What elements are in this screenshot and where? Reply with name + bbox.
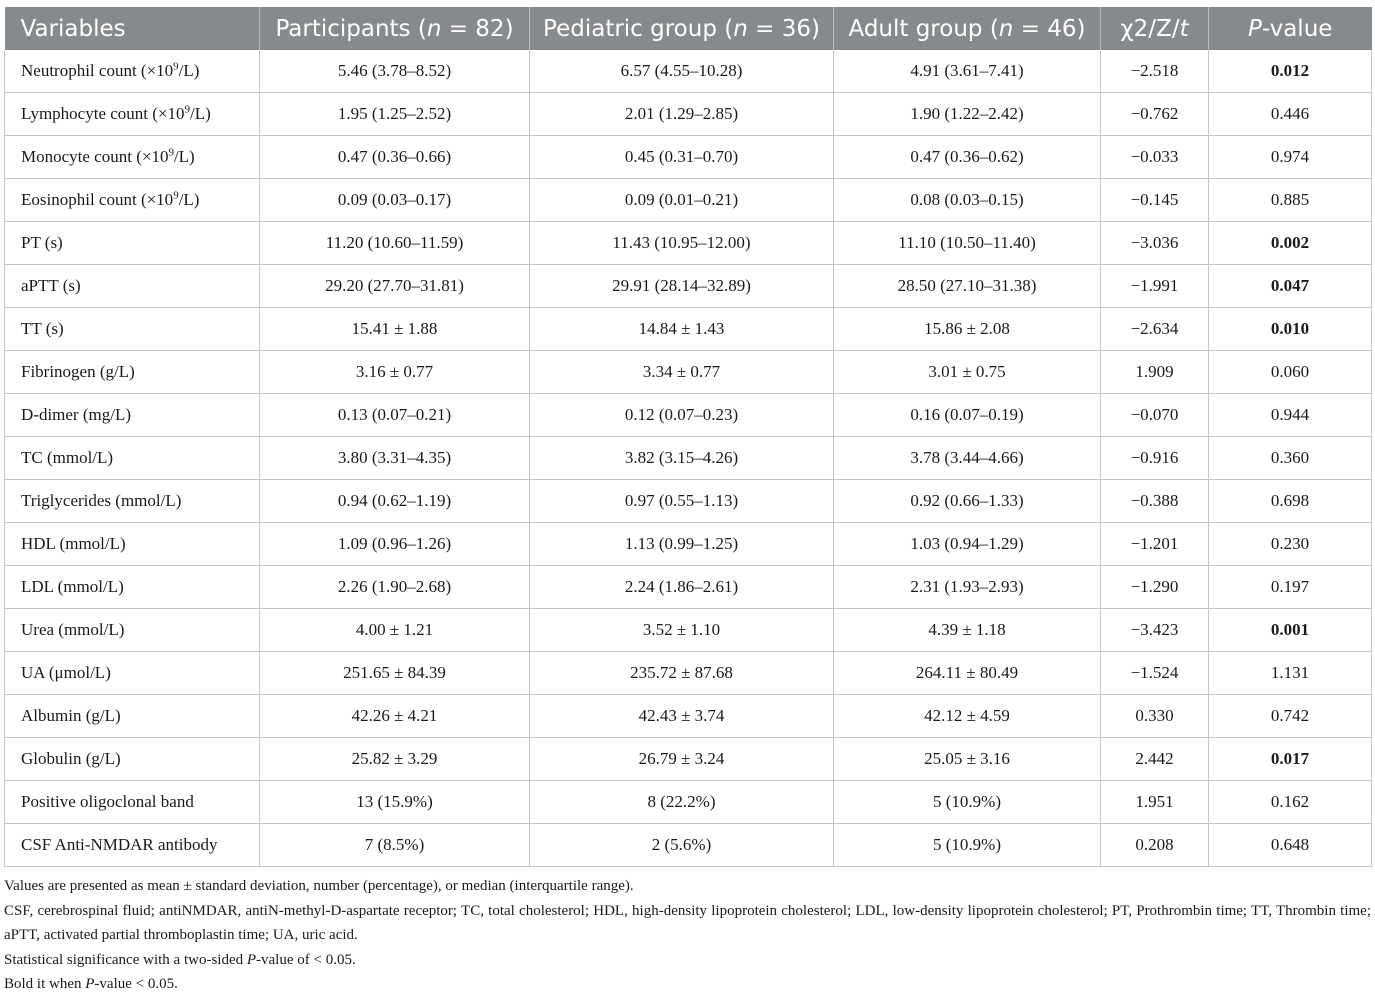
cell-adult: 28.50 (27.10–31.38) [834,265,1101,308]
cell-p-value: 0.002 [1209,222,1372,265]
cell-p-value: 0.885 [1209,179,1372,222]
cell-p-value: 0.648 [1209,824,1372,867]
cell-pediatric: 1.13 (0.99–1.25) [530,523,834,566]
cell-p-value: 0.012 [1209,50,1372,93]
cell-adult: 5 (10.9%) [834,824,1101,867]
cell-adult: 2.31 (1.93–2.93) [834,566,1101,609]
cell-adult: 5 (10.9%) [834,781,1101,824]
cell-pediatric: 6.57 (4.55–10.28) [530,50,834,93]
cell-variable: Monocyte count $(\times 10^9/L)$ [5,136,260,179]
cell-variable: Fibrinogen (g/L) [5,351,260,394]
table-row [5,93,1372,136]
cell-p-value: 0.698 [1209,480,1372,523]
cell-statistic: −0.070 [1101,394,1209,437]
cell-p-value: 0.047 [1209,265,1372,308]
cell-variable: Albumin (g/L) [5,695,260,738]
cell-participants: 42.26 ± 4.21 [260,695,530,738]
cell-participants: 13 (15.9%) [260,781,530,824]
cell-adult: 4.91 (3.61–7.41) [834,50,1101,93]
header-statistic: χ2/Z/t [1101,7,1209,50]
cell-pediatric: 235.72 ± 87.68 [530,652,834,695]
table-row [5,781,1372,824]
cell-p-value: 0.974 [1209,136,1372,179]
cell-variable: Globulin (g/L) [5,738,260,781]
cell-statistic: 2.442 [1101,738,1209,781]
cell-p-value: 0.742 [1209,695,1372,738]
cell-participants: 1.09 (0.96–1.26) [260,523,530,566]
cell-adult: 0.47 (0.36–0.62) [834,136,1101,179]
table-row [5,136,1372,179]
cell-variable: LDL (mmol/L) [5,566,260,609]
cell-variable: Lymphocyte count $(\times 10^9/L)$ [5,93,260,136]
cell-variable: Positive oligoclonal band [5,781,260,824]
cell-p-value: 0.060 [1209,351,1372,394]
cell-participants: 4.00 ± 1.21 [260,609,530,652]
cell-statistic: −3.423 [1101,609,1209,652]
cell-statistic: −0.033 [1101,136,1209,179]
cell-statistic: −1.201 [1101,523,1209,566]
cell-variable: UA (μmol/L) [5,652,260,695]
table-body [5,50,1372,867]
cell-adult: 0.92 (0.66–1.33) [834,480,1101,523]
footnote: Bold it when P-value < 0.05. [4,976,178,992]
cell-pediatric: 11.43 (10.95–12.00) [530,222,834,265]
cell-pediatric: 2 (5.6%) [530,824,834,867]
cell-pediatric: 3.34 ± 0.77 [530,351,834,394]
table-row [5,652,1372,695]
cell-adult: 11.10 (10.50–11.40) [834,222,1101,265]
cell-p-value: 0.010 [1209,308,1372,351]
cell-p-value: 1.131 [1209,652,1372,695]
cell-p-value: 0.197 [1209,566,1372,609]
cell-variable: Urea (mmol/L) [5,609,260,652]
cell-statistic: 1.951 [1101,781,1209,824]
footnote: Values are presented as mean ± standard deviation, number (percentage), or median (interquartile range). [4,878,634,894]
cell-p-value: 0.162 [1209,781,1372,824]
cell-statistic: −0.916 [1101,437,1209,480]
cell-statistic: 0.330 [1101,695,1209,738]
table-footnotes [4,874,1371,997]
table-row [5,523,1372,566]
cell-statistic: −3.036 [1101,222,1209,265]
header-pediatric: Pediatric group (n = 36) [530,7,834,50]
cell-variable: Triglycerides (mmol/L) [5,480,260,523]
cell-p-value: 0.230 [1209,523,1372,566]
table-row [5,222,1372,265]
cell-pediatric: 42.43 ± 3.74 [530,695,834,738]
cell-p-value: 0.017 [1209,738,1372,781]
cell-pediatric: 8 (22.2%) [530,781,834,824]
cell-variable: TC (mmol/L) [5,437,260,480]
cell-statistic: 0.208 [1101,824,1209,867]
cell-participants: 25.82 ± 3.29 [260,738,530,781]
table-row [5,566,1372,609]
cell-participants: 29.20 (27.70–31.81) [260,265,530,308]
cell-participants: 2.26 (1.90–2.68) [260,566,530,609]
table-row [5,308,1372,351]
table-row [5,738,1372,781]
cell-adult: 1.03 (0.94–1.29) [834,523,1101,566]
cell-p-value: 0.360 [1209,437,1372,480]
cell-adult: 42.12 ± 4.59 [834,695,1101,738]
table-row [5,351,1372,394]
cell-participants: 3.16 ± 0.77 [260,351,530,394]
cell-statistic: −0.388 [1101,480,1209,523]
cell-participants: 15.41 ± 1.88 [260,308,530,351]
cell-statistic: −2.634 [1101,308,1209,351]
cell-variable: Neutrophil count $(\times 10^9/L)$ [5,50,260,93]
cell-participants: 251.65 ± 84.39 [260,652,530,695]
cell-participants: 0.94 (0.62–1.19) [260,480,530,523]
cell-adult: 264.11 ± 80.49 [834,652,1101,695]
cell-p-value: 0.944 [1209,394,1372,437]
cell-statistic: 1.909 [1101,351,1209,394]
cell-variable: PT (s) [5,222,260,265]
table-row [5,437,1372,480]
header-adult: Adult group (n = 46) [834,7,1101,50]
cell-pediatric: 3.82 (3.15–4.26) [530,437,834,480]
cell-p-value: 0.446 [1209,93,1372,136]
table-row [5,265,1372,308]
cell-pediatric: 29.91 (28.14–32.89) [530,265,834,308]
cell-statistic: −1.524 [1101,652,1209,695]
cell-participants: 7 (8.5%) [260,824,530,867]
cell-statistic: −0.762 [1101,93,1209,136]
table-row [5,695,1372,738]
table-row [5,824,1372,867]
cell-participants: 0.09 (0.03–0.17) [260,179,530,222]
table-row [5,394,1372,437]
table-row [5,480,1372,523]
cell-adult: 25.05 ± 3.16 [834,738,1101,781]
cell-participants: 5.46 (3.78–8.52) [260,50,530,93]
cell-pediatric: 26.79 ± 3.24 [530,738,834,781]
header-variables: Variables [5,7,260,50]
cell-pediatric: 2.01 (1.29–2.85) [530,93,834,136]
cell-statistic: −2.518 [1101,50,1209,93]
cell-participants: 1.95 (1.25–2.52) [260,93,530,136]
cell-statistic: −0.145 [1101,179,1209,222]
cell-participants: 3.80 (3.31–4.35) [260,437,530,480]
cell-pediatric: 0.45 (0.31–0.70) [530,136,834,179]
cell-variable: HDL (mmol/L) [5,523,260,566]
cell-adult: 4.39 ± 1.18 [834,609,1101,652]
cell-variable: TT (s) [5,308,260,351]
footnote: Statistical significance with a two-sided P-value of < 0.05. [4,951,356,968]
cell-adult: 0.08 (0.03–0.15) [834,179,1101,222]
table-row [5,50,1372,93]
cell-variable: CSF Anti-NMDAR antibody [5,824,260,867]
cell-pediatric: 2.24 (1.86–2.61) [530,566,834,609]
results-table [4,7,1372,867]
cell-participants: 0.13 (0.07–0.21) [260,394,530,437]
header-participants: Participants (n = 82) [260,7,530,50]
cell-variable: aPTT (s) [5,265,260,308]
cell-pediatric: 0.09 (0.01–0.21) [530,179,834,222]
cell-adult: 1.90 (1.22–2.42) [834,93,1101,136]
cell-variable: Eosinophil count $(\times 10^9/L)$ [5,179,260,222]
cell-pediatric: 0.12 (0.07–0.23) [530,394,834,437]
cell-statistic: −1.290 [1101,566,1209,609]
footnote: CSF, cerebrospinal fluid; antiNMDAR, antiN-methyl-D-aspartate receptor; TC, total cholesterol; HDL, high-density lipoprotein cholesterol; LDL, low-density lipoprotein cholesterol; PT, Prothrombin time; TT, Thrombin time; aPTT, activated partial thromboplastin time; UA, uric acid. [4,902,1371,943]
table-header-row [5,7,1372,50]
cell-participants: 0.47 (0.36–0.66) [260,136,530,179]
cell-pediatric: 14.84 ± 1.43 [530,308,834,351]
cell-p-value: 0.001 [1209,609,1372,652]
cell-participants: 11.20 (10.60–11.59) [260,222,530,265]
cell-pediatric: 3.52 ± 1.10 [530,609,834,652]
cell-adult: 0.16 (0.07–0.19) [834,394,1101,437]
cell-adult: 3.78 (3.44–4.66) [834,437,1101,480]
cell-variable: D-dimer (mg/L) [5,394,260,437]
table-row [5,179,1372,222]
table-row [5,609,1372,652]
cell-adult: 3.01 ± 0.75 [834,351,1101,394]
header-p-value: P-value [1209,7,1372,50]
cell-statistic: −1.991 [1101,265,1209,308]
cell-adult: 15.86 ± 2.08 [834,308,1101,351]
cell-pediatric: 0.97 (0.55–1.13) [530,480,834,523]
